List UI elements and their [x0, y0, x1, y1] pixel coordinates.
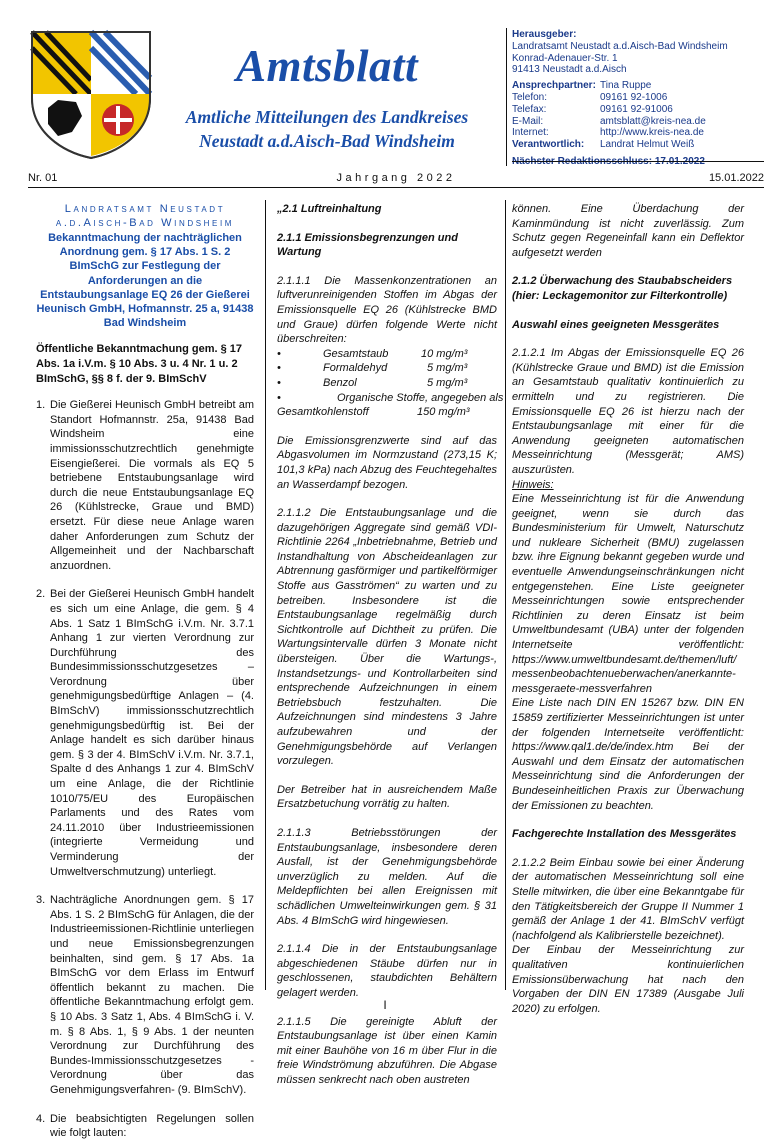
issue-number: Nr. 01 — [28, 172, 58, 184]
column-divider — [505, 200, 506, 990]
authority-name — [36, 202, 254, 230]
public-notice-title: Öffentliche Bekanntmachung gem. § 17 Abs. 1a i.V.m. § 10 Abs. 3 u. 4 Nr. 1 u. 2 BImSchG, §§ 8 f. der 9. BImSchV — [36, 343, 242, 385]
item-text: Bei der Gießerei Heunisch GmbH handelt es sich um eine Anlage, die gem. § 4 Abs. 1 Satz 1 BImSchG i.V.m. Nr. 3.7.1 Anhang 1 zur vierten Verordnung zur Durchführung des Bundesimmissionsschutzgesetzes – Verordnung über genehmigungsbedürftige Anlagen – (4. BImSchV) immissionsschutzrechtlich genehmigungsbedürftig ist. Bei der Anlage handelt es sich darüber hinaus gem. § 3 der 4. BImSchV i.V.m. Nr. 3.7.1, Spalte d des Anhangs 1 zur 4. BImSchV um eine Anlage, die der Richtlinie 1010/75/EU des Europäischen Parlaments und des Rates vom 24.11.2010 über Industrieemissionen (integrierte Vermeidung und Verminderung der Umweltverschmutzung) unterliegt. — [50, 588, 254, 878]
paragraph: Eine Messeinrichtung ist für die Anwendung geeignet, wenn sie durch das Bundesministerium für Umwelt, Naturschutz und nukleare Sicherheit (BMU) zugelassen bzw. ihre Eignung bekannt gegeben wurde und eventuelle Anwendungseinschränkungen nicht entgegenstehen. Eine Liste geeigneter Messeinrichtungen sowie entsprechender Richtlinien zu deren Einsatz ist beim Umweltbundesamt (UBA) unter der folgenden Internetseite veröffentlicht: https://www.umweltbundesamt.de/themen/luft/messenbeobachtenueberwachen/anerkannte-messgeraete-messverfahren — [512, 493, 744, 695]
list-item — [36, 1112, 254, 1141]
concentration: 10 mg/m³ — [421, 347, 468, 360]
authority-line: Landratsamt Neustadt — [64, 203, 226, 215]
column-divider — [265, 200, 266, 990]
column-3 — [512, 202, 744, 1016]
row-key: Telefax: — [512, 103, 547, 115]
subsection-heading: Auswahl eines geeigneten Messgerätes — [512, 318, 720, 331]
column-2 — [277, 202, 504, 1087]
responsible-label: Verantwortlich: — [512, 139, 585, 151]
paragraph: Der Einbau der Messeinrichtung zur qualitativen kontinuierlichen Emissionsüberwachung hat nach den Vorgaben der DIN EN 17389 (Ausgabe Juli 2020) zu erfolgen. — [512, 944, 744, 1015]
row-value: 09161 92-1006 — [600, 91, 668, 103]
item-text: Die beabsichtigten Regelungen sollen wie folgt lauten: — [50, 1112, 254, 1140]
row-key: Internet: — [512, 127, 549, 139]
subsection-heading: 2.1.1 Emissionsbegrenzungen und Wartung — [277, 231, 458, 259]
email-row — [512, 116, 764, 128]
limit-row — [277, 376, 497, 391]
limit-row — [277, 405, 497, 420]
paragraph: Eine Liste nach DIN EN 15267 bzw. DIN EN 15859 zertifizierter Messeinrichtungen ist unter der folgenden Internetseite veröffentlicht: https://www.qal1.de/de/index.htm Bei der Auswahl und dem Einsatz der automatischen Messeinrichtung sind die Anforderungen der Bundeseinheitlichen Praxis zur Überwachung der Emissionen zu beachten. — [512, 697, 744, 812]
list-item — [36, 398, 254, 573]
paragraph: 2.1.1.2 Die Entstaubungsanlage und die dazugehörigen Aggregate sind gemäß VDI-Richtlinie 2264 „Inbetriebnahme, Betrieb und Instandhaltung von Abscheideanlagen zur Abtrennung gasförmiger und partikelförmiger Stoffe aus Gasströmen“ zu warten und zu betreiben. Insbesondere ist die Entstaubungsanlage regelmäßig durch Sichtkontrolle auf Dichtheit zu prüfen. Die Wartungsintervalle dürfen 3 Monate nicht übersteigen. Über die Wartungs-, Instandsetzungs- und Kontrollarbeiten sind entsprechende Aufzeichnungen in einem Betriebsbuch festzuhalten. Die Aufzeichnungen sind mindestens 3 Jahre aufzubewahren und der Genehmigungsbehörde auf Verlangen vorzulegen. — [277, 507, 497, 768]
limit-row — [277, 361, 497, 376]
phone-row — [512, 92, 764, 104]
paragraph: Der Betreiber hat in ausreichendem Maße Ersatzbetuchung vorrätig zu halten. — [277, 783, 497, 811]
publisher-label: Herausgeber: — [512, 29, 577, 40]
paragraph: 2.1.2.1 Im Abgas der Emissionsquelle EQ 26 (Kühlstrecke Graue und BMD) ist die Emission an Gesamtstaub qualitativ kontinuierlich zu ermitteln und zu registrieren. Die Emissionsquelle EQ 26 ist hierzu nach der Entstaubungsanlage mit einer für die Anwendung geeigneten automatischen Messeinrichtung (Messgerät; AMS) auszurüsten. — [512, 347, 744, 476]
masthead-title: Amtsblatt — [235, 41, 419, 91]
issue-bar — [28, 170, 764, 186]
concentration: 150 mg/m³ — [417, 406, 470, 419]
publisher-info — [512, 29, 764, 168]
paragraph: 2.1.1.4 Die in der Entstaubungsanlage abgeschiedenen Stäube dürfen nur in geschlossenen, staubdichten Behältern gelagert werden. — [277, 943, 497, 999]
publisher-line: Konrad-Adenauer-Str. 1 — [512, 52, 618, 64]
district-coat-of-arms-icon — [28, 28, 154, 160]
item-number: 3. — [36, 894, 46, 907]
contact-row — [512, 80, 764, 92]
responsible-row — [512, 139, 764, 151]
paragraph: 2.1.1.1 Die Massenkonzentrationen an luftverunreinigenden Stoffen im Abgas der Emissionsquelle EQ 26 (Kühlstrecke BMD und Graue) dürfen folgende Werte nicht überschreiten: — [277, 274, 497, 346]
paragraph: 2.1.1.3 Betriebsstörungen der Entstaubungsanlage, insbesondere deren Ausfall, ist der Genehmigungsbehörde unverzüglich zu melden. Auf die Meldepflichten bei allen Ereignissen mit schädlichen Umwelteinwirkungen gem. § 31 Abs. 4 BImSchG wird hingewiesen. — [277, 826, 497, 927]
item-text: Die Gießerei Heunisch GmbH betreibt am Standort Hofmannstr. 25a, 91438 Bad Windsheim eine immissionsschutzrechtlich genehmigte Eisengießerei. Die vormals als EQ 5 betriebene Entstaubungsanlage wird durch die neue Entstaubungsanlage EQ 26 (Kühlstrecke, Graue und BMD) ersetzt. Für diese neue Anlage waren daher Anforderungen zum Schutz der Allgemeinheit und der Nachbarschaft anzuordnen. — [50, 399, 254, 572]
row-key: E-Mail: — [512, 115, 544, 127]
authority-line: a.d.Aisch-Bad Windsheim — [55, 217, 235, 229]
issue-year: Jahrgang 2022 — [336, 172, 456, 184]
section-heading: „2.1 Luftreinhaltung — [277, 203, 382, 215]
substance: Gesamtstaub — [323, 347, 389, 360]
item-number: 1. — [36, 399, 46, 412]
responsible-name: Landrat Helmut Weiß — [600, 139, 695, 151]
paragraph: 2.1.2.2 Beim Einbau sowie bei einer Änderung der automatischen Messeinrichtung soll eine Stelle mitwirken, die über eine Bekanntgabe für den Tätigkeitsbereich der Gruppe II Nummer 1 gemäß der Anlage 1 der 41. BImSchV verfügt (nachfolgend als Kalibrierstelle bezeichnet). — [512, 856, 744, 942]
masthead-subtitle: Amtliche Mitteilungen des Landkreises — [185, 107, 469, 127]
website-link[interactable]: http://www.kreis-nea.de — [600, 127, 704, 139]
row-key: Telefon: — [512, 91, 548, 103]
masthead — [162, 40, 492, 152]
item-number: 2. — [36, 588, 46, 601]
substance: Gesamtkohlenstoff — [277, 406, 369, 419]
bullet: • — [277, 347, 281, 360]
bullet: • — [277, 362, 281, 375]
subsection-heading: Fachgerechte Installation des Messgerätes — [512, 828, 737, 841]
bullet: • — [277, 391, 281, 404]
notice-heading: Bekanntmachung der nachträglichen Anordnung gem. § 17 Abs. 1 S. 2 BImSchG zur Festlegung der Anforderungen an die Entstaubungsanlage EQ 26 der Gießerei Heunisch GmbH, Hofmannstr. 25 a, 91438 Bad Windsheim — [36, 232, 254, 330]
paragraph: können. Eine Überdachung der Kaminmündung ist nicht zuverlässig. Zum Schutz gegen Regeneinfall kann ein Deflektor aufgesetzt werden — [512, 203, 744, 259]
item-text: Nachträgliche Anordnungen gem. § 17 Abs. 1 S. 2 BImSchG für Anlagen, die der Industrieemissionen-Richtlinie unterliegen und neue Emissionsbegrenzungen beinhalten, sind gem. § 17 Abs. 1a BImSchG vor dem Erlass im Entwurf öffentlich bekannt zu machen. Die öffentliche Bekanntmachung erfolgt gem. § 10 Abs. 3 Satz 1, Abs. 4 BImSchG i. V. m. § 8 Abs. 1, § 9 Abs. 1 der neunten Verordnung zur Durchführung des Bundes-Immissionsschutzgesetzes -Verordnung über das Genehmigungsverfahren- (9. BImSchV). — [50, 894, 254, 1096]
fax-row — [512, 104, 764, 116]
concentration: 5 mg/m³ — [427, 362, 468, 375]
publisher-line: Landratsamt Neustadt a.d.Aisch-Bad Windsheim — [512, 40, 728, 52]
contact-name: Tina Ruppe — [600, 80, 652, 92]
limit-row — [277, 347, 497, 362]
page-number: I — [383, 998, 387, 1012]
email-link[interactable]: amtsblatt@kreis-nea.de — [600, 115, 706, 127]
info-divider — [512, 161, 764, 162]
list-item — [36, 893, 254, 1097]
bullet: • — [277, 376, 281, 389]
row-value: 09161 92-91006 — [600, 103, 673, 115]
publisher-line: 91413 Neustadt a.d.Aisch — [512, 64, 627, 76]
masthead-subtitle-2: Neustadt a.d.Aisch-Bad Windsheim — [199, 131, 455, 151]
issue-divider — [28, 187, 764, 188]
issue-date: 15.01.2022 — [708, 172, 764, 184]
paragraph: 2.1.1.5 Die gereinigte Abluft der Entstaubungsanlage ist über einen Kamin mit einer Bauhöhe von 16 m über Flur in die freie Windströmung abzuführen. Die Abgase müssen senkrecht nach oben austreten — [277, 1015, 497, 1086]
substance: Benzol — [323, 376, 357, 389]
limit-row — [277, 391, 504, 406]
substance: Formaldehyd — [323, 362, 388, 375]
list-item — [36, 587, 254, 879]
paragraph: Die Emissionsgrenzwerte sind auf das Abgasvolumen im Normzustand (273,15 K; 101,3 kPa) nach Abzug des Feuchtegehaltes an Wasserdampf bezogen. — [277, 434, 497, 491]
substance: Organische Stoffe, angegeben als — [337, 391, 504, 404]
header-divider — [506, 28, 507, 166]
internet-row — [512, 127, 764, 139]
subsection-heading: 2.1.2 Überwachung des Staubabscheiders (hier: Leckagemonitor zur Filterkontrolle) — [512, 275, 733, 302]
concentration: 5 mg/m³ — [427, 376, 468, 389]
contact-label: Ansprechpartner: — [512, 80, 596, 92]
item-number: 4. — [36, 1112, 46, 1125]
hint-label: Hinweis: — [512, 478, 554, 491]
